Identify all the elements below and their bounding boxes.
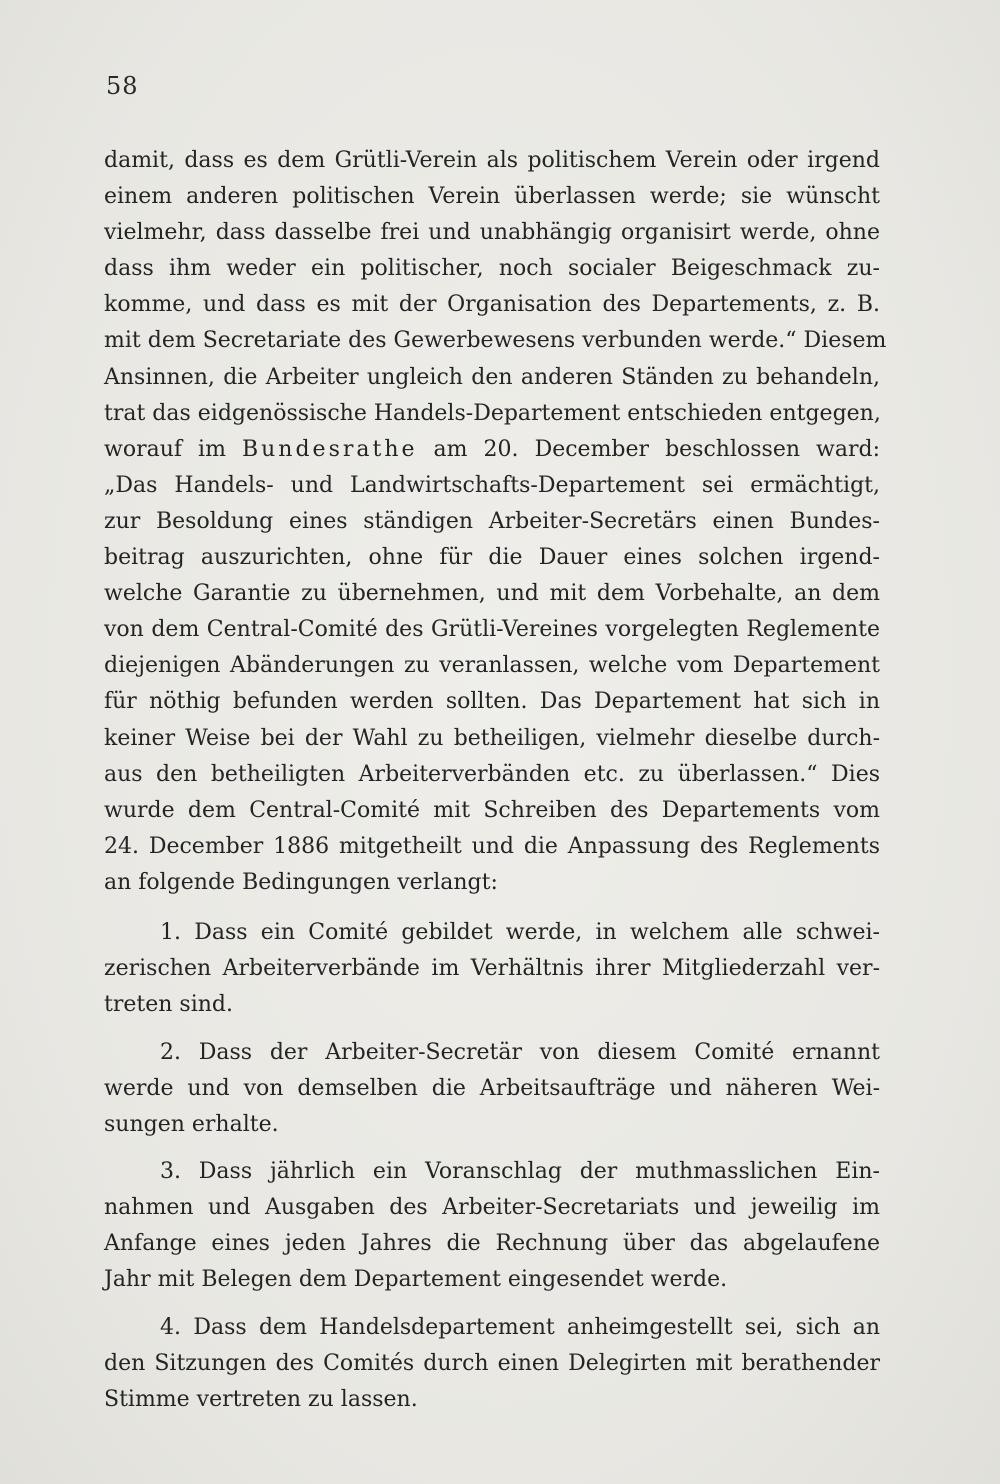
paragraph-line: aus den betheiligten Arbeiterverbänden etc. zu überlassen.“ Dies bbox=[104, 761, 880, 787]
paragraph-line: vielmehr, dass dasselbe frei und unabhängig organisirt werde, ohne bbox=[104, 220, 880, 246]
condition-line: Anfange eines jeden Jahres die Rechnung über das abgelaufene bbox=[104, 1231, 880, 1257]
paragraph-line: 24. December 1886 mitgetheilt und die Anpassung des Reglements bbox=[104, 833, 880, 859]
spaced-word-bundesrathe: Bundesrathe bbox=[241, 436, 418, 462]
paragraph-line: komme, und dass es mit der Organisation des Departements, z. B. bbox=[104, 292, 880, 318]
condition-line: nahmen und Ausgaben des Arbeiter-Secretariats und jeweilig im bbox=[104, 1195, 880, 1221]
paragraph-line: trat das eidgenössische Handels-Departement entschieden entgegen, bbox=[104, 400, 881, 426]
line-suffix: am 20. December beschlossen ward: bbox=[417, 436, 880, 462]
condition-2 bbox=[104, 1035, 880, 1143]
line-prefix: worauf im bbox=[104, 436, 242, 462]
paragraph-line: wurde dem Central-Comité mit Schreiben des Departements vom bbox=[104, 797, 880, 823]
paragraph-line: einem anderen politischen Verein überlassen werde; sie wünscht bbox=[104, 184, 880, 210]
condition-line: zerischen Arbeiterverbände im Verhältnis ihrer Mitgliederzahl ver- bbox=[104, 956, 880, 982]
paragraph-line: für nöthig befunden werden sollten. Das Departement hat sich in bbox=[104, 689, 880, 715]
condition-line: werde und von demselben die Arbeitsaufträge und näheren Wei- bbox=[104, 1076, 880, 1102]
paragraph-line: zur Besoldung eines ständigen Arbeiter-Secretärs einen Bundes- bbox=[104, 508, 880, 534]
paragraph-line: beitrag auszurichten, ohne für die Dauer eines solchen irgend- bbox=[104, 545, 880, 571]
paragraph-line: welche Garantie zu übernehmen, und mit dem Vorbehalte, an dem bbox=[104, 581, 880, 607]
condition-line: 1. Dass ein Comité gebildet werde, in welchem alle schwei- bbox=[160, 920, 880, 945]
condition-line: 4. Dass dem Handelsdepartement anheimgestellt sei, sich an bbox=[160, 1315, 880, 1340]
paragraph-line: damit, dass es dem Grütli-Verein als politischem Verein oder irgend bbox=[104, 148, 880, 173]
condition-line: Stimme vertreten zu lassen. bbox=[104, 1387, 418, 1413]
paragraph-line: diejenigen Abänderungen zu veranlassen, welche vom Departement bbox=[104, 653, 880, 679]
condition-line: sungen erhalte. bbox=[104, 1112, 279, 1138]
main-paragraph bbox=[104, 143, 887, 901]
paragraph-line: Ansinnen, die Arbeiter ungleich den anderen Ständen zu behandeln, bbox=[104, 364, 880, 390]
paragraph-line: mit dem Secretariate des Gewerbewesens verbunden werde.“ Diesem bbox=[104, 328, 887, 354]
paragraph-line: „Das Handels- und Landwirtschafts-Departement sei ermächtigt, bbox=[104, 472, 880, 498]
condition-line: treten sind. bbox=[104, 992, 233, 1018]
condition-line: 2. Dass der Arbeiter-Secretär von diesem Comité ernannt bbox=[160, 1040, 880, 1065]
page-number: 58 bbox=[106, 72, 139, 100]
paragraph-line: dass ihm weder ein politischer, noch socialer Beigeschmack zu- bbox=[104, 256, 880, 282]
condition-line: 3. Dass jährlich ein Voranschlag der muthmasslichen Ein- bbox=[160, 1159, 880, 1184]
paragraph-line-spaced bbox=[104, 432, 880, 468]
paragraph-line: an folgende Bedingungen verlangt: bbox=[104, 869, 498, 895]
paragraph-line: keiner Weise bei der Wahl zu betheiligen, vielmehr dieselbe durch- bbox=[104, 725, 880, 751]
paragraph-line: von dem Central-Comité des Grütli-Vereines vorgelegten Reglemente bbox=[104, 617, 880, 643]
condition-3 bbox=[104, 1154, 880, 1298]
condition-4 bbox=[104, 1310, 880, 1418]
condition-line: den Sitzungen des Comités durch einen Delegirten mit berathender bbox=[104, 1351, 880, 1377]
condition-line: Jahr mit Belegen dem Departement eingesendet werde. bbox=[104, 1267, 728, 1293]
condition-1 bbox=[104, 915, 880, 1023]
